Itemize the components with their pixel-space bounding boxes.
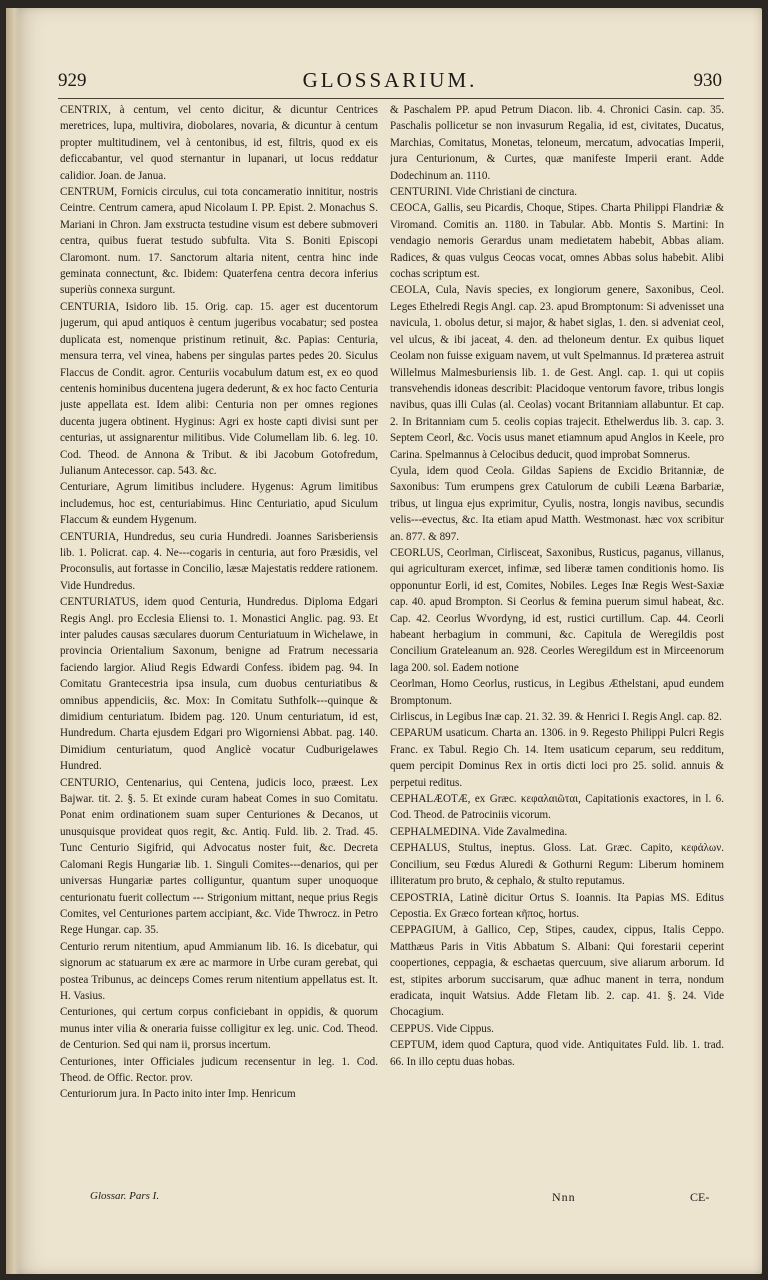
entry-ceorlus: CEORLUS, Ceorlman, Cirlisceat, Saxonibus, Rusticus, paganus, villanus, qui agriculturam exercet, infimæ, sed liberæ tamen conditionis homo. Iis opponuntur Eorli, id est, Comites, Nobiles. Leges Inæ Regis West-Saxiæ cap. 40. apud Brompton. Si Ceorlus & femina puerum simul habeat, &c. Cap. 42. Ceorlus Wvordyng, id est, rustici curtillum. Cap. 44. Ceorli habeant herbagium in communi, &c. Capitula de Weregildis post Concilium Grateleanum an. 928. Ceorles Weregildum est in Mirceenorum laga 200. sol. Eadem notione (390, 546, 724, 674)
header-rule (58, 98, 724, 99)
entry-centuriorum-jura: Centuriorum jura. In Pacto inito inter Imp. Henricum (60, 1088, 296, 1101)
entry-cyula: Cyula, idem quod Ceola. Gildas Sapiens de Excidio Britanniæ, de Saxonibus: Tum erumpens grex Catulorum de cubili Leæna Barbariæ, tribus, ut lingua ejus exprimitur, Cyulis, nostra, longis navibus, secundis velis---evectus, &c. Ita etiam apud Matth. Westmonast. hæc vox scribitur an. 877. & 897. (390, 464, 724, 543)
entry-ceoca: CEOCA, Gallis, seu Picardis, Choque, Stipes. Charta Philippi Flandriæ & Viromand. Comitis an. 1180. in Tabular. Abb. Montis S. Martini: In vendagio nemoris Gerardus unam medietatem habebit, Abbas aliam. Radices, & quas vulgus Ceocas vocat, omnes Abbas solus habebit. Alibi cochas scriptum est. (390, 202, 724, 281)
entry-centuria-ager: CENTURIA, Isidoro lib. 15. Orig. cap. 15. ager est ducentorum jugerum, qui apud antiquos è centum jugeribus vocabatur; sed postea duplicata est, nomenque pristinum retinuit, &c. Papias: Centuria, mensura terra, vel vinea, habens per singulas partes pedes 20. Siculus Flaccus de Condit. agror. Centuriis vocabulum datum est, ex eo quod centenis hominibus ducentena jugera dederunt, & ex hoc facto Centuria juste appellata est. Idem alibi: Centuria non per omnes regiones ducenta jugera obtinent. Hyginus: Agri ex hoste capti divisi sunt per centurias, ut assignarentur militibus. Vide Columellam lib. 6. leg. 10. Cod. Theod. de Annona & Tribut. & ibi Jacobum Gotofredum, Julianum Antecessor. cap. 543. &c. (60, 300, 378, 477)
entry-centrix: CENTRIX, à centum, vel cento dicitur, & dicuntur Centrices meretrices, lupa, multivira, diobolares, novaria, & dicuntur à centum propter multitudinem, vel à centonibus, id est, filtris, quod ex eis deficcabantur, vel quod sternantur in lupanari, ut locus reddatur calidior. Joan. de Janua. (60, 104, 378, 182)
entry-cephalus: CEPHALUS, Stultus, ineptus. Gloss. Lat. Græc. Capito, κεφάλων. Concilium, seu Fœdus Aluredi & Gothurni Regum: Liberum hominem illiteratum pro bruto, & cephalo, & stulto reputamus. (390, 842, 724, 888)
entry-centrum: CENTRUM, Fornicis circulus, cui tota concameratio innititur, nostris Ceintre. Centrum camera, apud Nicolaum I. PP. Epist. 2. Monachus S. Mariani in Chron. Jam exstructa testudine visum est debere submoveri centra, quibus fuerat testudo subfulta. Vita S. Boniti Episcopi Claromont. num. 17. Sanctorum altaria nitent, centra hinc inde geminata connectunt, &c. Ibidem: Quaterfena centra decora inferius superiùs connexa surgunt. (60, 186, 378, 297)
entry-centurio-rerum: Centurio rerum nitentium, apud Ammianum lib. 16. Is dicebatur, qui signorum ac statuarum ex ære ac marmore in Urbe curam gerebat, qui postea Tribunus, ac deinceps Comes rerum nitentium appellatus est. It. H. Vasius. (60, 940, 378, 1002)
left-column (60, 102, 378, 1192)
catchword: CE- (690, 1190, 710, 1204)
entry-cephalaeotae: CEPHALÆOTÆ, ex Græc. κεφαλαιῶται, Capitationis exactores, in l. 6. Cod. Theod. de Patrociniis vicorum. (390, 793, 724, 822)
page-spine-shadow (6, 8, 20, 1274)
entry-ceola: CEOLA, Cula, Navis species, ex longiorum genere, Saxonibus, Ceol. Leges Ethelredi Regis Angl. cap. 23. apud Bromptonum: Si advenisset una navicula, 1. obolus detur, si major, & habet siglas, 1. den. si adveniat ceol, vel ulcus, & ibi jaceat, 4. den. ad theloneum dentur. Ex quibus liquet Ceolam non fuisse exiguam navem, ut vult Spelmannus. Id præterea astruit Willelmus Malmesburiensis lib. 1. de Gest. Angl. cap. 1. qui ut copiis transvehendis idoneas describit: Placidoque ventorum favore, tribus longis navibus, quas illi Culas (al. Ceolas) vocant Britanniam allabuntur. Et cap. 2. In Britanniam cum 5. ceolis copias trajecit. Ethelwerdus lib. 3. cap. 3. Septem Ceorl, &c. Vocis usus manet etiamnum apud Anglos in Keele, pro Carina. Spelmannus à Celocibus deducit, quod improbat Somnerus. (390, 284, 724, 461)
entry-centuria-hundredus: CENTURIA, Hundredus, seu curia Hundredi. Joannes Sarisberiensis lib. 1. Policrat. cap. 4. Ne---cogaris in centuria, aut foro Præsidis, vel Proconsulis, aut fortasse in Concilio, læsæ Majestatis reddere rationem. Vide Hundredus. (60, 530, 378, 592)
signature-mark: Nnn (552, 1190, 576, 1204)
page-header (58, 66, 722, 100)
entry-centurini: CENTURINI. Vide Christiani de cinctura. (390, 186, 578, 199)
entry-cirliscus: Cirliscus, in Legibus Inæ cap. 21. 32. 39. & Henrici I. Regis Angl. cap. 82. (390, 711, 722, 724)
entry-centuriones-officiales: Centuriones, inter Officiales judicum recensentur in leg. 1. Cod. Theod. de Offic. Rector. prov. (60, 1055, 378, 1084)
entry-centuriare: Centuriare, Agrum limitibus includere. Hygenus: Agrum limitibus includemus, hoc est, centuriabimus. Hinc Centuriatio, apud Siculum Flaccum & eundem Hygenum. (60, 481, 378, 527)
entry-ceppagium: CEPPAGIUM, à Gallico, Cep, Stipes, caudex, cippus, Italis Ceppo. Matthæus Paris in Vitis Abbatum S. Albani: Qui forestarii ceperint coopertiones, ceppagia, & eschaetas quercuum, sive aliarum arborum. Id est, stipites arborum succisarum, quæ adhuc manent in terra, nondum eradicata, inquit Watsius. Adde Fletam lib. 2. cap. 41. §. 24. Vide Chocagium. (390, 924, 724, 1019)
running-title: GLOSSARIUM. (302, 68, 478, 92)
page-number-left: 929 (58, 70, 87, 91)
right-column (390, 102, 724, 1192)
entry-cepostria: CEPOSTRIA, Latinè dicitur Ortus S. Ioannis. Ita Papias MS. Editus Cepostia. Ex Græco fortean κῆπος, hortus. (390, 891, 724, 920)
entry-ceparum: CEPARUM usaticum. Charta an. 1306. in 9. Regesto Philippi Pulcri Regis Franc. ex Tabul. Regio Ch. 14. Item usaticum ceparum, seu redditum, quem percipit Dominus Rex in ortis dicti loci pro 25. solid. annuis & perpetui reditus. (390, 727, 724, 789)
entry-centuriones: Centuriones, qui certum corpus conficiebant in oppidis, & quorum munus inter vilia & oneraria fuisse colligitur ex leg. unic. Cod. Theod. de Centurion. Sed qui nam ii, prorsus incertum. (60, 1006, 378, 1052)
entry-ceptum: CEPTUM, idem quod Captura, quod vide. Antiquitates Fuld. lib. 1. trad. 66. In illo ceptu duas hobas. (390, 1039, 724, 1068)
entry-ceppus: CEPPUS. Vide Cippus. (390, 1022, 494, 1035)
signature-line: Glossar. Pars I. (90, 1190, 160, 1202)
entry-cephalmedina: CEPHALMEDINA. Vide Zavalmedina. (390, 825, 568, 838)
entry-centuriatus: CENTURIATUS, idem quod Centuria, Hundredus. Diploma Edgari Regis Angl. pro Ecclesia Eliensi to. 1. Monastici Anglic. pag. 93. Et inter paludes causas sæculares duorum Centuriatuum in Wichelawe, in provincia Orientalium Saxonum, benigne ad Fratrum necessaria faciendo largior. Aliud Regis Edwardi Confess. ibidem pag. 94. In Comitatu Grantecestria ipsa insula, cum duobus centuriatibus & omnibus appendiciis, &c. Mox: In Comitatu Suthfolk---quinque & dimidium centuriatum. Ibidem pag. 120. Unum centuriatum, id est, Hundredum. Charta ejusdem Edgari pro Wigorniensi Abbat. pag. 140. Dimidium centuriatum, quod Anglicè vocatur Cudburigelawes Hundred. (60, 596, 378, 773)
entry-paschalem-continued: & Paschalem PP. apud Petrum Diacon. lib. 4. Chronici Casin. cap. 35. Paschalis pollicetur se non invasurum Regalia, id est, civitates, Ducatus, Marchias, Comitatus, Monetas, teloneum, mercatum, advocatias Imperii, jura Centurionum, & Curtes, quæ manifeste Imperii erant. Adde Dodechinum an. 1110. (390, 104, 724, 182)
entry-ceorlman: Ceorlman, Homo Ceorlus, rusticus, in Legibus Æthelstani, apud eundem Bromptonum. (390, 678, 724, 707)
page-number-right: 930 (693, 70, 722, 91)
entry-centurio: CENTURIO, Centenarius, qui Centena, judicis loco, præest. Lex Bajwar. tit. 2. §. 5. Et exinde curam habeat Comes in suo Comitatu. Ponat enim ordinationem suam super Centuriones & Decanos, ut unusquisque provideat quos regit, &c. Antiq. Fuld. lib. 2. Trad. 45. Tunc Centurio Sigifrid, qui Advocatus noster fuit, &c. Decreta Calomani Regis Hungariæ lib. 1. Singuli Comites---denarios, qui per universas Hungariæ partes colliguntur, quantum super unoquoque centurionatu fuerit collectum --- Strigonium mittant, neque prius Regis Comites, vel Centuriones partem accipiant, &c. Vide Thwrocz. in Petro Rege Hungar. cap. 35. (60, 776, 378, 937)
